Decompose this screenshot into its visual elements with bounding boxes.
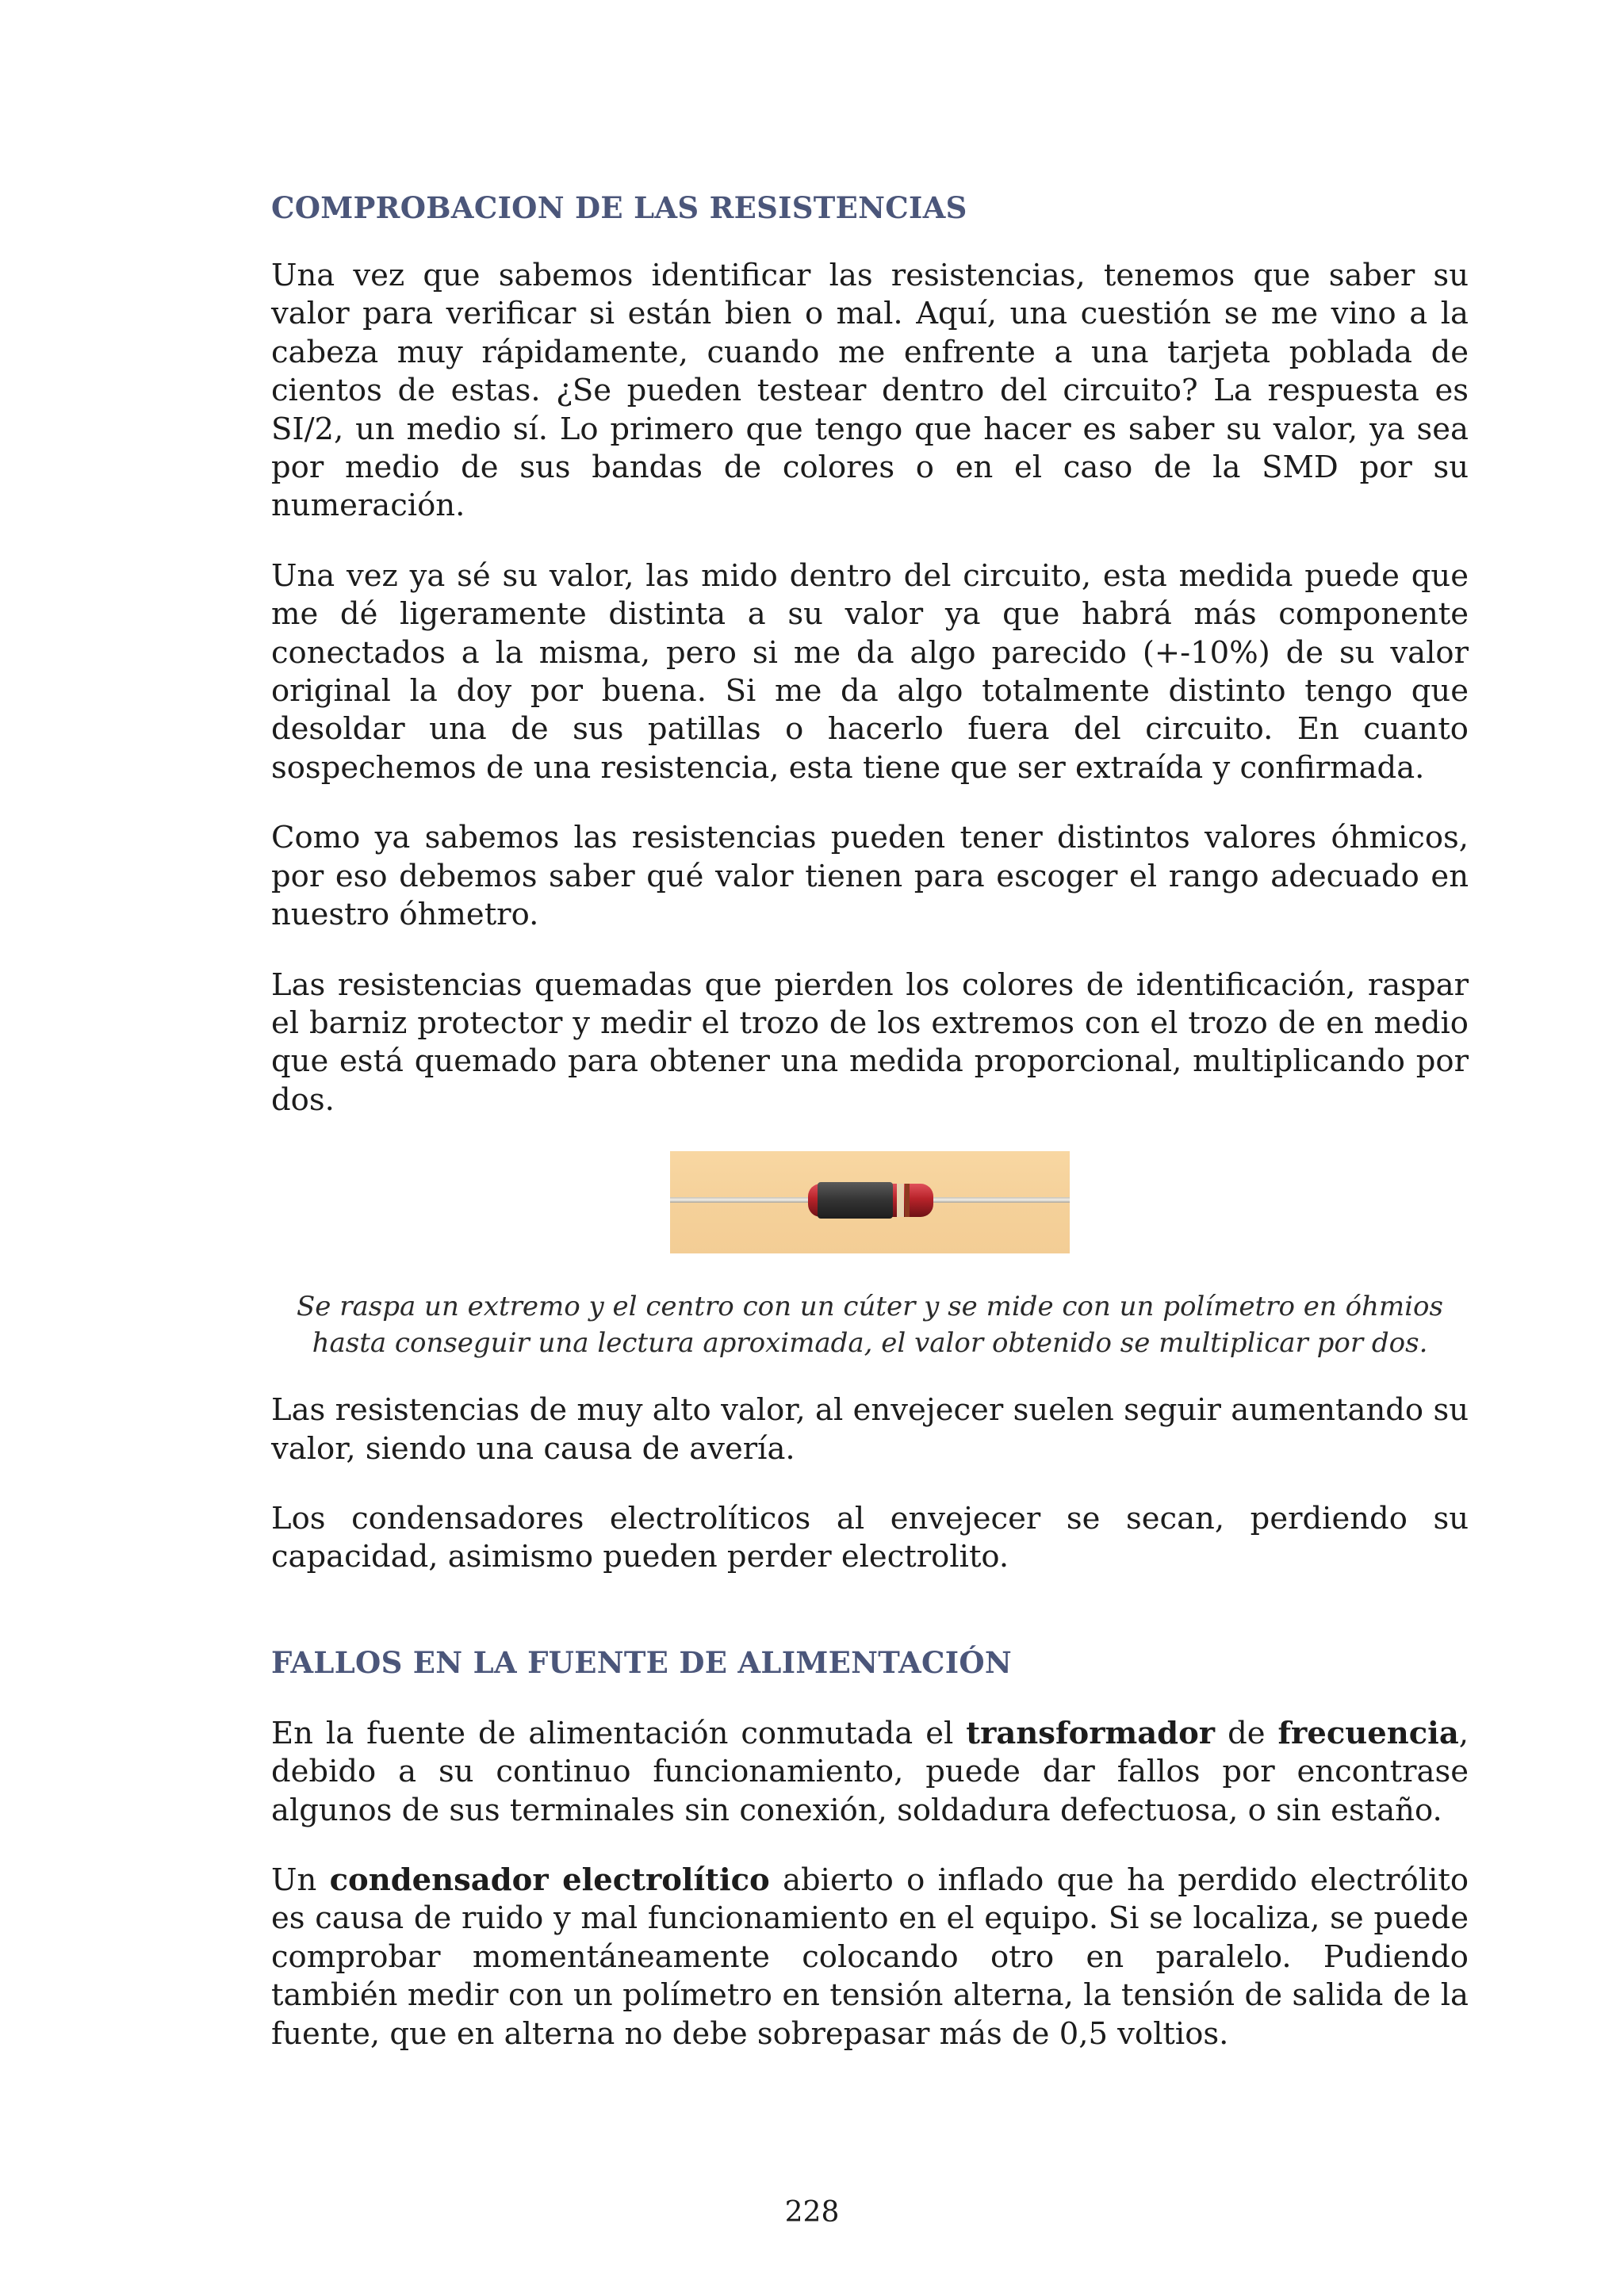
caption-line: Se raspa un extremo y el centro con un cúter y se mide con un polímetro en óhmios	[297, 1291, 1443, 1323]
resistor-photo	[670, 1151, 1070, 1253]
paragraph	[271, 1715, 1469, 1830]
text-run: En la fuente de alimentación conmutada el	[271, 1715, 967, 1751]
paragraph: Las resistencias de muy alto valor, al envejecer suelen seguir aumentando su valor, siendo una causa de avería.	[271, 1392, 1469, 1467]
page-content	[271, 190, 1469, 2053]
resistor-icon	[670, 1151, 1070, 1253]
paragraph	[271, 1862, 1469, 2053]
paragraph: Los condensadores electrolíticos al envejecer se secan, perdiendo su capacidad, asimismo pueden perder electrolito.	[271, 1500, 1469, 1575]
page-number: 228	[784, 2196, 840, 2229]
paragraph: Como ya sabemos las resistencias pueden tener distintos valores óhmicos, por eso debemos saber qué valor tienen para escoger el rango adecuado en nuestro óhmetro.	[271, 820, 1469, 933]
text-run: Un	[271, 1862, 330, 1898]
figure-caption	[271, 1288, 1469, 1361]
caption-line: hasta conseguir una lectura aproximada, el valor obtenido se multiplicar por dos.	[312, 1327, 1428, 1360]
text-run: de	[1215, 1715, 1278, 1751]
paragraph: Una vez ya sé su valor, las mido dentro del circuito, esta medida puede que me dé ligeramente distinta a su valor ya que habrá más componente conectados a la misma, pero si me da algo parecido (+-10%) de su valor original la doy por buena. Si me da algo totalmente distinto tengo que desoldar una de sus patillas o hacerlo fuera del circuito. En cuanto sospechemos de una resistencia, esta tiene que ser extraída y confirmada.	[271, 557, 1469, 786]
paragraph: Una vez que sabemos identificar las resistencias, tenemos que saber su valor para verificar si están bien o mal. Aquí, una cuestión se me vino a la cabeza muy rápidamente, cuando me enfrente a una tarjeta poblada de cientos de estas. ¿Se pueden testear dentro del circuito? La respuesta es SI/2, un medio sí. Lo primero que tengo que hacer es saber su valor, ya sea por medio de sus bandas de colores o en el caso de la SMD por su numeración.	[271, 258, 1469, 524]
text-run: abierto o inflado que ha perdido electrólito es causa de ruido y mal funcionamiento en el equipo. Si se localiza, se puede comprobar momentáneamente colocando otro en paralelo. Pudiendo también medir con un polímetro en tensión alterna, la tensión de salida de la fuente, que en alterna no debe sobrepasar más de 0,5 voltios.	[271, 1862, 1469, 2052]
section-heading-fuente: FALLOS EN LA FUENTE DE ALIMENTACIÓN	[271, 1644, 1013, 1680]
paragraph: Las resistencias quemadas que pierden los colores de identificación, raspar el barniz protector y medir el trozo de los extremos con el trozo de en medio que está quemado para obtener una medida proporcional, multiplicando por dos.	[271, 966, 1469, 1118]
bold-term: condensador electrolítico	[329, 1862, 770, 1898]
section-heading-resistencias: COMPROBACION DE LAS RESISTENCIAS	[271, 190, 967, 225]
bold-term: frecuencia	[1277, 1715, 1459, 1751]
bold-term: transformador	[966, 1715, 1216, 1751]
figure	[271, 1151, 1469, 1253]
text-run: , debido a su continuo funcionamiento, puede dar fallos por encontrase algunos de sus terminales sin conexión, soldadura defectuosa, o sin estaño.	[271, 1715, 1469, 1828]
